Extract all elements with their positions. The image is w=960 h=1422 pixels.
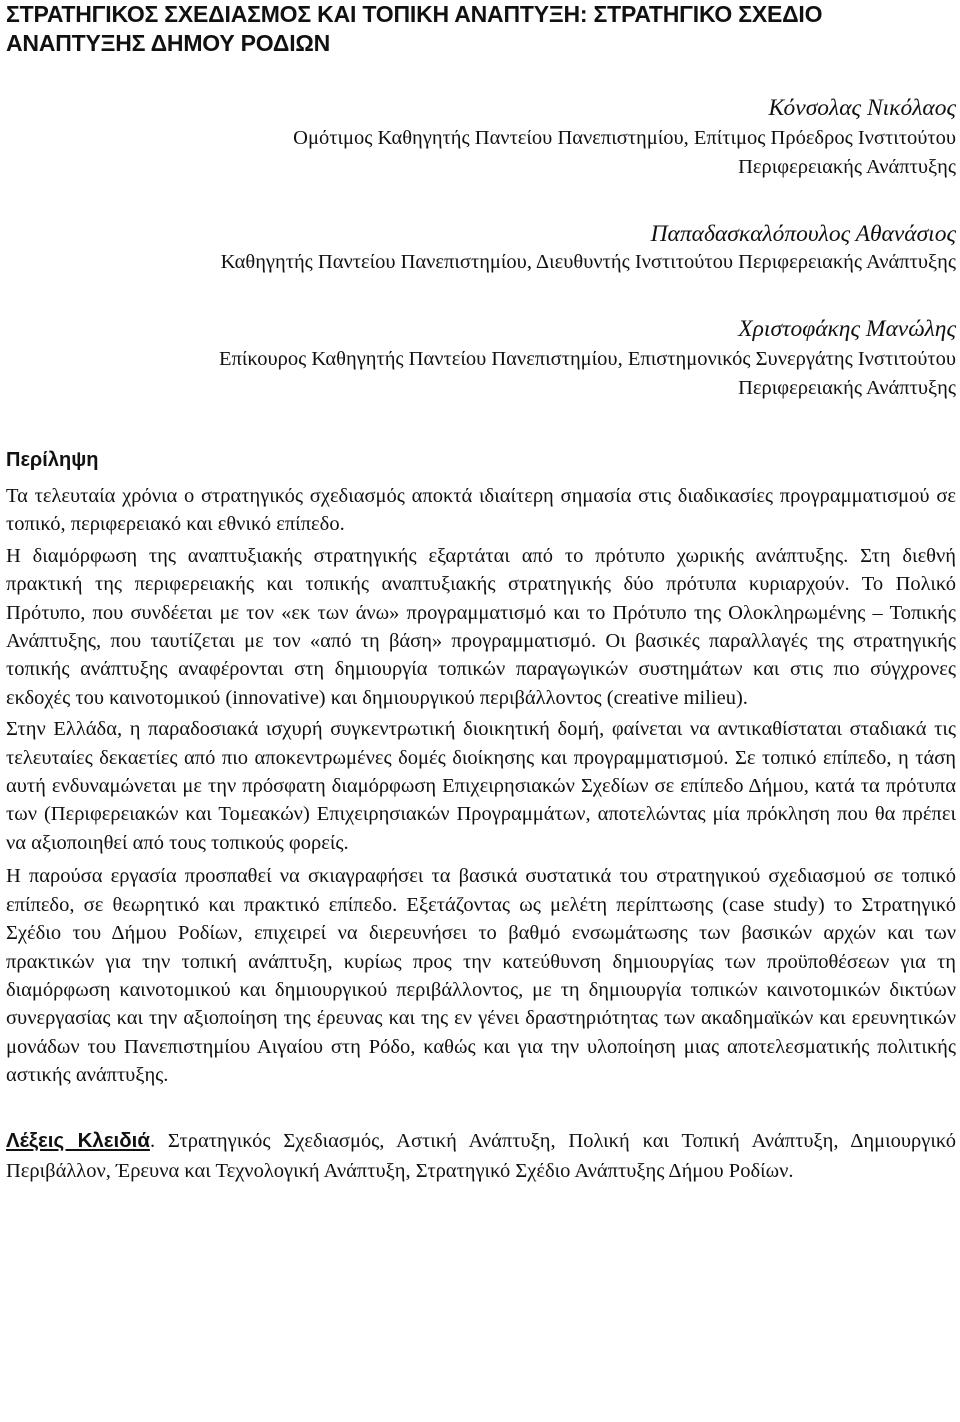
- abstract-paragraph: Η διαμόρφωση της αναπτυξιακής στρατηγικής εξαρτάται από το πρότυπο χωρικής ανάπτυξης. Στη διεθνή πρακτική της περιφερειακής και τοπικής αναπτυξιακής στρατηγικής δύο πρότυπα κυριαρχούν. Το Πολικό Πρότυπο, που συνδέεται με τον «εκ των άνω» προγραμματισμό και το Πρότυπο της Ολοκληρωμένης – Τοπικής Ανάπτυξης, που ταυτίζεται με τον «από τη βάση» προγραμματισμό. Οι βασικές παραλλαγές της στρατηγικής τοπικής ανάπτυξης αναφέρονται στη δημιουργία τοπικών παραγωγικών συστημάτων και στις πιο σύγχρονες εκδοχές του καινοτομικού (innovative) και δημιουργικού περιβάλλοντος (creative milieu).: [6, 544, 956, 709]
- author-block: [6, 93, 956, 182]
- author-block: [6, 314, 956, 403]
- keywords-label: Λέξεις Κλειδιά: [6, 1128, 150, 1152]
- keywords-text: Στρατηγικός Σχεδιασμός, Αστική Ανάπτυξη, Πολική και Τοπική Ανάπτυξη, Δημιουργικό Περιβάλλον, Έρευνα και Τεχνολογική Ανάπτυξη, Στρατηγικό Σχέδιο Ανάπτυξης Δήμου Ροδίων.: [6, 1129, 956, 1182]
- author-block: [6, 219, 956, 277]
- author-affiliation: Επίκουρος Καθηγητής Παντείου Πανεπιστημίου, Επιστημονικός Συνεργάτης Ινστιτούτου: [218, 348, 956, 370]
- author-affiliation: Ομότιμος Καθηγητής Παντείου Πανεπιστημίου, Επίτιμος Πρόεδρος Ινστιτούτου: [293, 127, 956, 149]
- author-affiliation: Περιφερειακής Ανάπτυξης: [738, 377, 956, 399]
- author-name: Παπαδασκαλόπουλος Αθανάσιος: [650, 221, 956, 247]
- author-name: Κόνσολας Νικόλαος: [768, 95, 956, 121]
- keywords: [6, 1126, 956, 1186]
- abstract-heading: Περίληψη: [6, 449, 99, 471]
- paper-page: [6, 0, 956, 1186]
- author-affiliation: Περιφερειακής Ανάπτυξης: [738, 156, 956, 178]
- author-name: Χριστοφάκης Μανώλης: [738, 316, 956, 342]
- abstract-paragraph: Στην Ελλάδα, η παραδοσιακά ισχυρή συγκεντρωτική διοικητική δομή, φαίνεται να αντικαθίσταται σταδιακά τις τελευταίες δεκαετίες από πιο αποκεντρωμένες δομές διοίκησης και προγραμματισμού. Σε τοπικό επίπεδο, η τάση αυτή ενδυναμώνεται με την πρόσφατη διαμόρφωση Επιχειρησιακών Σχεδίων σε επίπεδο Δήμου, κατά τα πρότυπα των (Περιφερειακών και Τομεακών) Επιχειρησιακών Προγραμμάτων, αποτελώντας μία πρόκληση που θα πρέπει να αξιοποιηθεί από τους τοπικούς φορείς.: [6, 718, 956, 854]
- abstract-paragraph: Τα τελευταία χρόνια ο στρατηγικός σχεδιασμός αποκτά ιδιαίτερη σημασία στις διαδικασίες προγραμματισμού σε τοπικό, περιφερειακό και εθνικό επίπεδο.: [6, 485, 956, 536]
- author-affiliation: Καθηγητής Παντείου Πανεπιστημίου, Διευθυντής Ινστιτούτου Περιφερειακής Ανάπτυξης: [220, 251, 956, 273]
- paper-title: ΣΤΡΑΤΗΓΙΚΟΣ ΣΧΕΔΙΑΣΜΟΣ ΚΑΙ ΤΟΠΙΚΗ ΑΝΑΠΤΥΞΗ: ΣΤΡΑΤΗΓΙΚΟ ΣΧΕΔΙΟ ΑΝΑΠΤΥΞΗΣ ΔΗΜΟΥ ΡΟΔΙΩΝ: [6, 1, 823, 56]
- keywords-separator: .: [149, 1129, 156, 1152]
- abstract-paragraph: Η παρούσα εργασία προσπαθεί να σκιαγραφήσει τα βασικά συστατικά του στρατηγικού σχεδιασμού σε τοπικό επίπεδο, σε θεωρητικό και πρακτικό επίπεδο. Εξετάζοντας ως μελέτη περίπτωσης (case study) το Στρατηγικό Σχέδιο του Δήμου Ροδίων, επιχειρεί να διερευνήσει το βαθμό ενσωμάτωσης των βασικών αρχών και των πρακτικών για την τοπική ανάπτυξη, κυρίως προς την κατεύθυνση δημιουργίας των προϋποθέσεων για τη διαμόρφωση καινοτομικού και δημιουργικού περιβάλλοντος, με τη δημιουργία τοπικών καινοτομικών δικτύων συνεργασίας και την αξιοποίηση της έρευνας και της εν γένει δραστηριότητας των ακαδημαϊκών και ερευνητικών μονάδων του Πανεπιστημίου Αιγαίου στη Ρόδο, καθώς και για την υλοποίηση μιας αποτελεσματικής πολιτικής αστικής ανάπτυξης.: [6, 865, 956, 1087]
